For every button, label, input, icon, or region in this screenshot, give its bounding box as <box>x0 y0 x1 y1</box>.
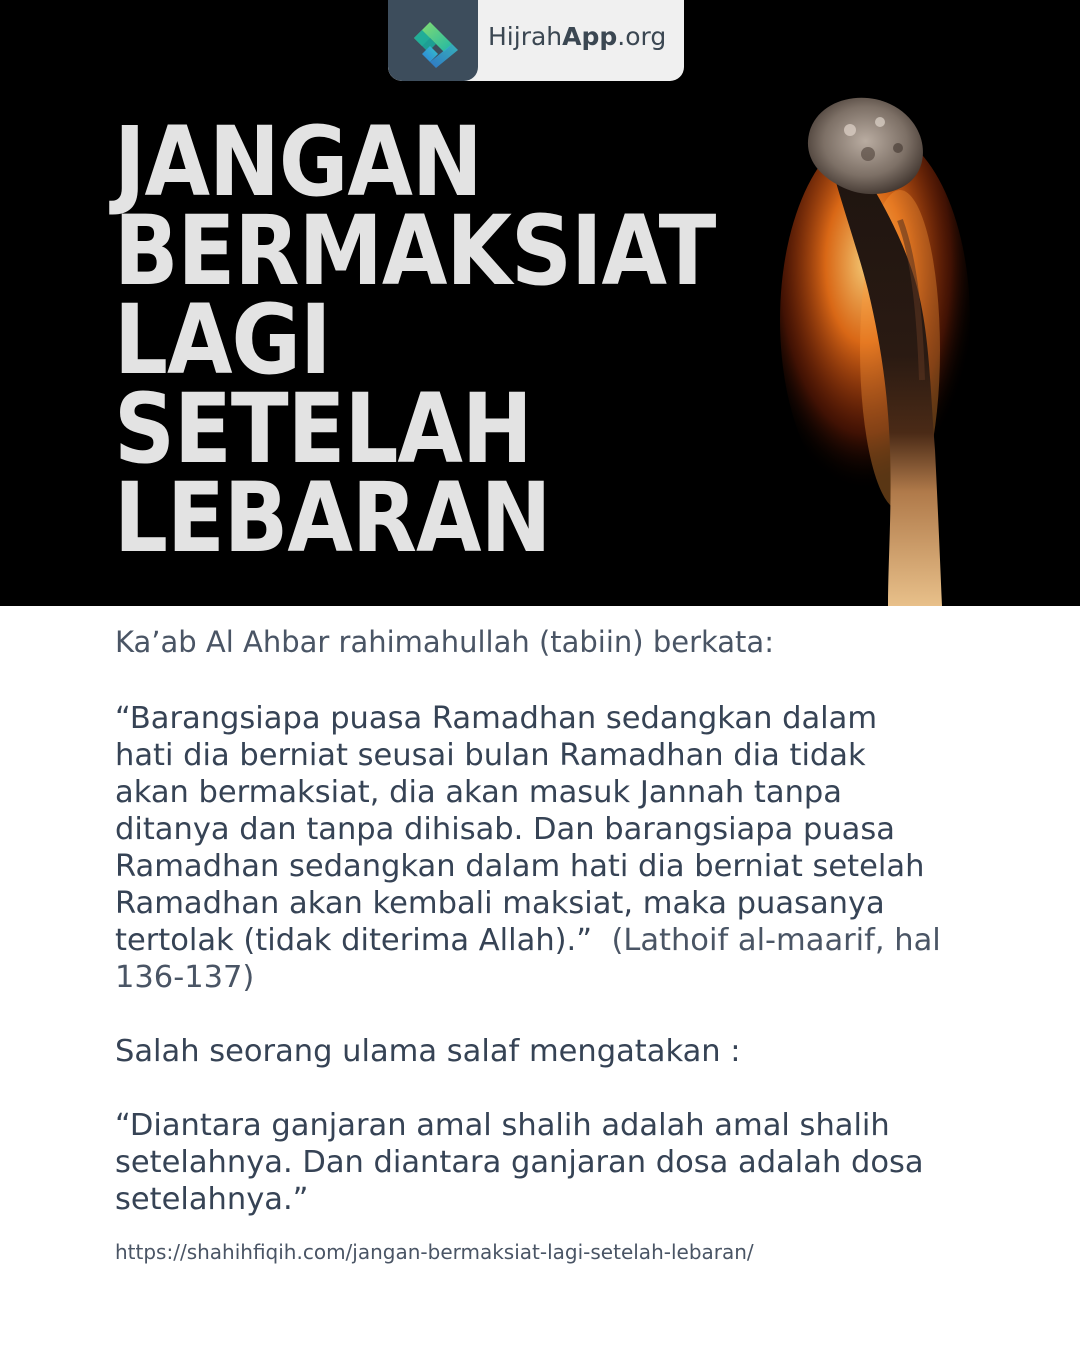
hero-banner <box>0 0 1080 606</box>
title-line: BERMAKSIAT <box>114 195 716 307</box>
title-line: JANGAN <box>114 106 482 218</box>
title-line: SETELAH <box>114 373 532 485</box>
intro-text: Ka’ab Al Ahbar rahimahullah (tabiin) berkata: <box>115 625 774 659</box>
quote-salaf: “Diantara ganjaran amal shalih adalah amal shalih setelahnya. Dan diantara ganjaran dosa adalah dosa setelahnya.” <box>115 1108 924 1217</box>
article-body <box>115 622 945 1218</box>
title-line: LAGI <box>114 284 331 396</box>
quote-kaab <box>115 700 945 996</box>
brand-name-bold: App <box>562 22 618 51</box>
source-link[interactable]: https://shahihfiqih.com/jangan-bermaksiat-lagi-setelah-lebaran/ <box>115 1240 754 1264</box>
page-title <box>114 106 728 574</box>
title-line: LEBARAN <box>114 462 551 574</box>
brand-name-regular: Hijrah <box>488 22 563 51</box>
quote-citation: (Lathoif al-maarif, hal 136-137) <box>115 923 941 995</box>
hijrahapp-logo-icon <box>388 0 478 81</box>
brand-name <box>488 22 666 51</box>
burning-match-icon <box>780 90 1040 606</box>
quote-kaab-text: “Barangsiapa puasa Ramadhan sedangkan dalam hati dia berniat seusai bulan Ramadhan dia tidak akan bermaksiat, dia akan masuk Jannah tanpa ditanya dan tanpa dihisab. Dan barangsiapa puasa Ramadhan sedangkan dalam hati dia berniat setelah Ramadhan akan kembali maksiat, maka puasanya tertolak (tidak diterima Allah).” <box>115 701 925 958</box>
brand-badge[interactable] <box>388 0 684 81</box>
statement-text: Salah seorang ulama salaf mengatakan : <box>115 1034 741 1069</box>
brand-name-suffix: .org <box>617 22 667 51</box>
